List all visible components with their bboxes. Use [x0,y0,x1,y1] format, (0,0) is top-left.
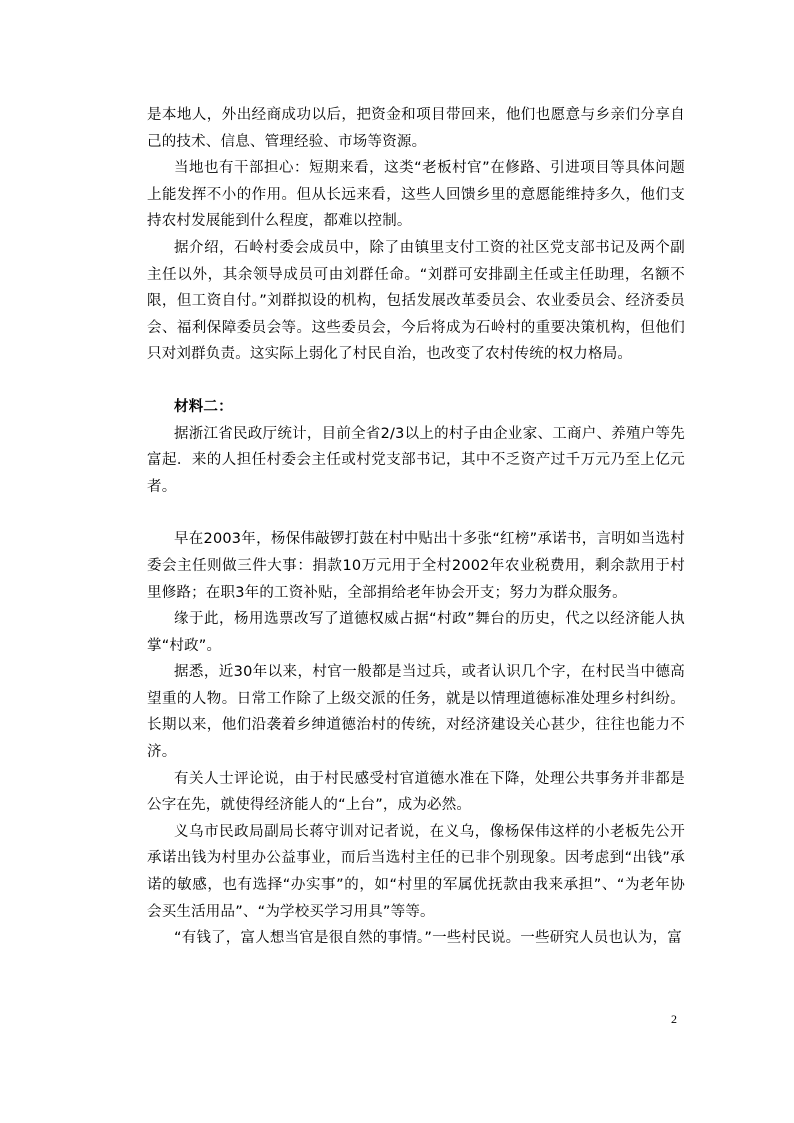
paragraph-shiling-committee: 据介绍，石岭村委会成员中，除了由镇里支付工资的社区党支部书记及两个副主任以外，其余领导成员可由刘群任命。“刘群可安排副主任或主任助理，名额不限，但工资自付。”刘群拟设的机构，包括发展改革委员会、农业委员会、经济委员会、福利保障委员会等。这些委员会，今后将成为石岭村的重要决策机构，但他们只对刘群负责。这实际上弱化了村民自治，也改变了农村传统的权力格局。 [147,239,685,363]
paragraph-yang-baowei-pledge: 早在2003年，杨保伟敲锣打鼓在村中贴出十多张“红榜”承诺书，言明如当选村委会主任则做三件大事：捐款10万元用于全村2002年农业税费用，剩余款用于村里修路；在职3年的工资补贴，全部捐给老年协会开支；努力为群众服务。 [147,531,685,601]
paragraph-yiwu-official: 义乌市民政局副局长蒋守训对记者说，在义乌，像杨保伟这样的小老板先公开承诺出钱为村里办公益事业，而后当选村主任的已非个别现象。因考虑到“出钱”承诺的敏感，也有选择“办实事”的，如“村里的军属优抚款由我来承担”、“为老年协会买生活用品”、“为学校买学习用具”等等。 [147,823,685,920]
paragraph-zhejiang-statistics: 据浙江省民政厅统计，目前全省2/3以上的村子由企业家、工商户、养殖户等先富起．来的人担任村委会主任或村党支部书记，其中不乏资产过千万元乃至上亿元者。 [147,425,685,495]
paragraph-continuation: 是本地人，外出经商成功以后，把资金和项目带回来，他们也愿意与乡亲们分享自己的技术、信息、管理经验、市场等资源。 [147,107,685,150]
paragraph-economic-leaders: 缘于此，杨用选票改写了道德权威占据“村政”舞台的历史，代之以经济能人执掌“村政”。 [147,611,685,654]
document-body [147,102,685,952]
page-number: 2 [671,1012,677,1026]
paragraph-villagers-view: “有钱了，富人想当官是很自然的事情。”一些村民说。一些研究人员也认为，富 [174,930,682,947]
section-heading-material-two: 材料二： [174,398,233,415]
paragraph-village-officials-history: 据悉，近30年以来，村官一般都是当过兵，或者认识几个字，在村民当中德高望重的人物。日常工作除了上级交派的任务，就是以情理道德标准处理乡村纠纷。长期以来，他们沿袭着乡绅道德治村的传统，对经济建设关心甚少，往往也能力不济。 [147,664,685,761]
paragraph-cadre-concern: 当地也有干部担心：短期来看，这类“老板村官”在修路、引进项目等具体问题上能发挥不小的作用。但从长远来看，这些人回馈乡里的意愿能维持多久，他们支持农村发展能到什么程度，都难以控制。 [147,160,685,230]
paragraph-commentary: 有关人士评论说，由于村民感受村官道德水准在下降，处理公共事务并非都是公字在先，就使得经济能人的“上台”，成为必然。 [147,770,685,814]
